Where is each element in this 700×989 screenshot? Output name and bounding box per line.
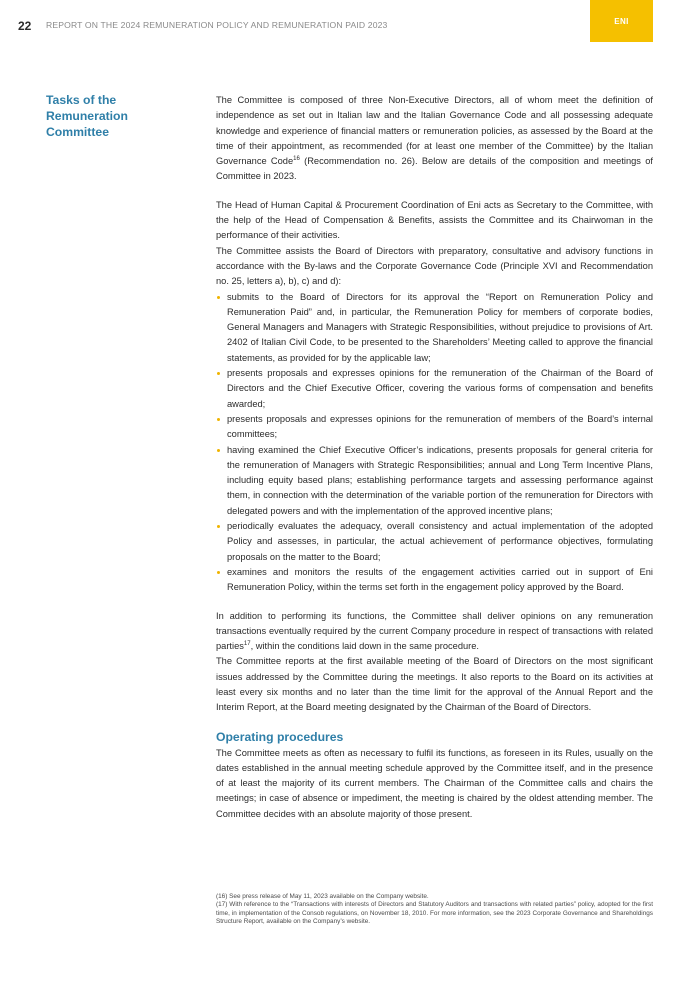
list-item: having examined the Chief Executive Officer’s indications, presents proposals for general criteria for the remuneration of Managers with Strategic Responsibilities; annual and Long Term Incentive Plans, including equity based plans; establishing performance targets and assessing performance against them, in connection with the determination of the variable portion of the remuneration for Directors with delegated powers and with the implementation of the approved incentive plans; [216, 443, 653, 519]
footnote-16: (16) See press release of May 11, 2023 available on the Company website. [216, 893, 429, 900]
page-number: 22 [18, 19, 32, 33]
paragraph-secretary: The Head of Human Capital & Procurement Coordination of Eni acts as Secretary to the Committee, with the help of the Head of Compensation & Benefits, assists the Committee and its Chairwoman in the performance of their activities. [216, 199, 653, 241]
bullet-icon [217, 296, 220, 299]
footnotes [216, 893, 653, 927]
bullet-icon [217, 449, 220, 452]
bullet-icon [217, 571, 220, 574]
bullet-icon [217, 418, 220, 421]
bullet-icon [217, 525, 220, 528]
paragraph-related-parties: In addition to performing its functions, the Committee shall deliver opinions on any remuneration transactions eventually required by the current Company procedure in respect of transactions with related parties$^{17}$, within the conditions laid down in the same procedure. [216, 610, 653, 652]
brand-label: ENI [614, 16, 629, 26]
main-content [216, 93, 653, 822]
paragraph-composition: The Committee is composed of three Non-Executive Directors, all of whom meet the definition of independence as set out in Italian law and the Italian Governance Code and all possessing adequate knowledge and experience of financial matters or remuneration policies, as assessed by the Board at the time of their appointment, as recommended (for at least one member of the Committee) by the Italian Governance Code$^{16}$ (Recommendation no. 26). Below are details of the composition and meetings of Committee in 2023. [216, 95, 653, 182]
list-item: submits to the Board of Directors for its approval the “Report on Remuneration Policy and Remuneration Paid” and, in particular, the Remuneration Policy for members of corporate bodies, General Managers and Managers with Strategic Responsibilities, without prejudice to provisions of Art. 2402 of Italian Civil Code, to be presented to the Shareholders’ Meeting called to approve the financial statements, as provided for by the applicable law; [216, 290, 653, 366]
paragraph-operating-procedures: The Committee meets as often as necessary to fulfil its functions, as foreseen in its Rules, usually on the dates established in the annual meeting schedule approved by the Committee itself, and in the presence of at least the majority of its current members. The Chairman of the Committee calls and chairs the meetings; in case of absence or impediment, the meeting is chaired by the oldest attending member. The Committee decides with an absolute majority of those present. [216, 747, 653, 819]
section-heading: Operating procedures [216, 729, 344, 744]
footnote-ref-17: 17 [243, 641, 251, 647]
brand-tab [590, 0, 653, 42]
list-item: presents proposals and expresses opinions for the remuneration of the Chairman of the Board of Directors and the Chief Executive Officer, covering the various forms of compensation and benefits awarded; [216, 366, 653, 412]
task-list [216, 290, 653, 596]
footnote-17: (17) With reference to the “Transactions with interests of Directors and Statutory Auditors and transactions with related parties” policy, adopted for the first time, in implementation of the Consob regulations, on November 18, 2010. For more information, see the 2023 Corporate Governance and Shareholdings Structure Report, available on the Company’s website. [216, 901, 653, 926]
paragraph-reporting: The Committee reports at the first available meeting of the Board of Directors on the most significant issues addressed by the Committee during the meetings. It also reports to the Board on its activities at least every six months and no later than the time limit for the approval of the Annual Report and the Interim Report, at the Board meeting designated by the Chairman of the Board of Directors. [216, 656, 653, 713]
bullet-icon [217, 372, 220, 375]
list-item: examines and monitors the results of the engagement activities carried out in support of Eni Remuneration Policy, within the terms set forth in the engagement policy approved by the Board. [216, 565, 653, 596]
list-item: periodically evaluates the adequacy, overall consistency and actual implementation of the adopted Policy and assesses, in particular, the actual achievement of performance objectives, formulating proposals on the matter to the Board; [216, 519, 653, 565]
list-item: presents proposals and expresses opinions for the remuneration of members of the Board’s internal committees; [216, 412, 653, 443]
side-heading: Tasks of the Remuneration Committee [46, 93, 128, 139]
footnote-ref-16: 16 [293, 156, 300, 163]
page-header [0, 0, 700, 50]
report-title: REPORT ON THE 2024 REMUNERATION POLICY AND REMUNERATION PAID 2023 [46, 20, 388, 30]
paragraph-functions: The Committee assists the Board of Directors with preparatory, consultative and advisory functions in accordance with the By-laws and the Corporate Governance Code (Principle XVI and Recommendation no. 25, letters a), b), c) and d): [216, 245, 653, 287]
